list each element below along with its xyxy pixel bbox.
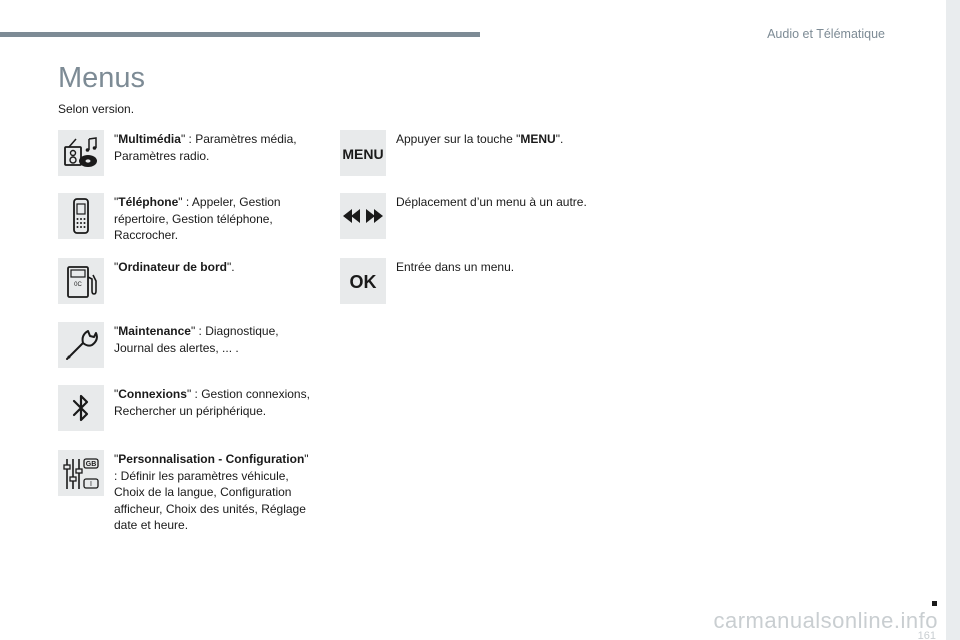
menu-item-connexions — [58, 385, 324, 431]
menu-item-description: : Appeler, Gestion répertoire, Gestion téléphone, Raccrocher. — [114, 195, 281, 242]
ok-key-icon — [340, 258, 386, 304]
menu-item-description: : Gestion connexions, Rechercher un périphérique. — [114, 387, 310, 418]
multimedia-icon — [58, 130, 104, 176]
menu-item-label: Connexions — [118, 387, 187, 401]
menu-item-text: "Connexions" : Gestion connexions, Rechercher un périphérique. — [114, 387, 310, 418]
phone-icon — [58, 193, 104, 239]
menu-item-telephone — [58, 193, 314, 244]
menu-item-label: Maintenance — [118, 324, 191, 338]
menu-key-icon — [340, 130, 386, 176]
instruction-text: Déplacement d’un menu à un autre. — [396, 195, 587, 209]
instruction-text-key: MENU — [520, 132, 556, 146]
menu-item-personnalisation — [58, 450, 314, 534]
wrench-icon — [58, 322, 104, 368]
page-marker — [932, 601, 937, 606]
menu-item-text: "Multimédia" : Paramètres média, Paramètres radio. — [114, 132, 297, 163]
menu-item-label: Ordinateur de bord — [118, 260, 227, 274]
instruction-text — [396, 131, 616, 148]
page-number: 161 — [917, 630, 936, 640]
instruction-ok-key — [340, 258, 616, 304]
instruction-text: Entrée dans un menu. — [396, 260, 515, 274]
settings-sliders-icon — [58, 450, 104, 496]
header-rule — [0, 32, 480, 37]
menu-item-text: "Maintenance" : Diagnostique, Journal des alertes, ... . — [114, 324, 279, 355]
bluetooth-icon — [58, 385, 104, 431]
menu-item-description: . — [231, 260, 235, 274]
settings-i-label: I — [90, 481, 92, 489]
menu-item-text: "Ordinateur de bord". — [114, 260, 235, 274]
menu-item-description: : Paramètres média, Paramètres radio. — [114, 132, 297, 163]
menu-item-label: Personnalisation - Configuration — [118, 452, 305, 466]
section-title: Audio et Télématique — [767, 27, 885, 41]
menu-item-text: "Personnalisation - Configuration" : Définir les paramètres véhicule, Choix de la langue, Configuration afficheur, Choix des unités, Réglage date et heure. — [114, 452, 309, 532]
page-title: Menus — [58, 62, 146, 94]
instruction-menu-key — [340, 130, 616, 176]
instruction-arrows-key — [340, 193, 616, 239]
instruction-text-start: Appuyer sur la touche " — [396, 132, 521, 146]
intro-text: Selon version. — [58, 102, 135, 116]
instruction-text-end: ". — [555, 132, 564, 146]
menu-item-maintenance — [58, 322, 314, 368]
menu-item-text: "Téléphone" : Appeler, Gestion répertoire, Gestion téléphone, Raccrocher. — [114, 195, 281, 242]
ok-key-label: OK — [349, 272, 377, 292]
trip-computer-icon-label: 0C — [74, 282, 82, 288]
menu-item-multimedia — [58, 130, 314, 176]
menu-item-label: Multimédia — [118, 132, 181, 146]
settings-gb-label: GB — [85, 461, 97, 469]
arrows-key-icon — [340, 193, 386, 239]
menu-key-label: MENU — [342, 146, 384, 162]
menu-item-description: : Diagnostique, Journal des alertes, ... . — [114, 324, 279, 355]
trip-computer-icon — [58, 258, 104, 304]
watermark: carmanualsonline.info — [713, 608, 938, 633]
menu-item-trip-computer — [58, 258, 314, 304]
page-edge-strip — [946, 0, 960, 640]
menu-item-description: : Définir les paramètres véhicule, Choix de la langue, Configuration afficheur, Choix des unités, Réglage date et heure. — [114, 468, 306, 532]
menu-item-label: Téléphone — [118, 195, 179, 209]
